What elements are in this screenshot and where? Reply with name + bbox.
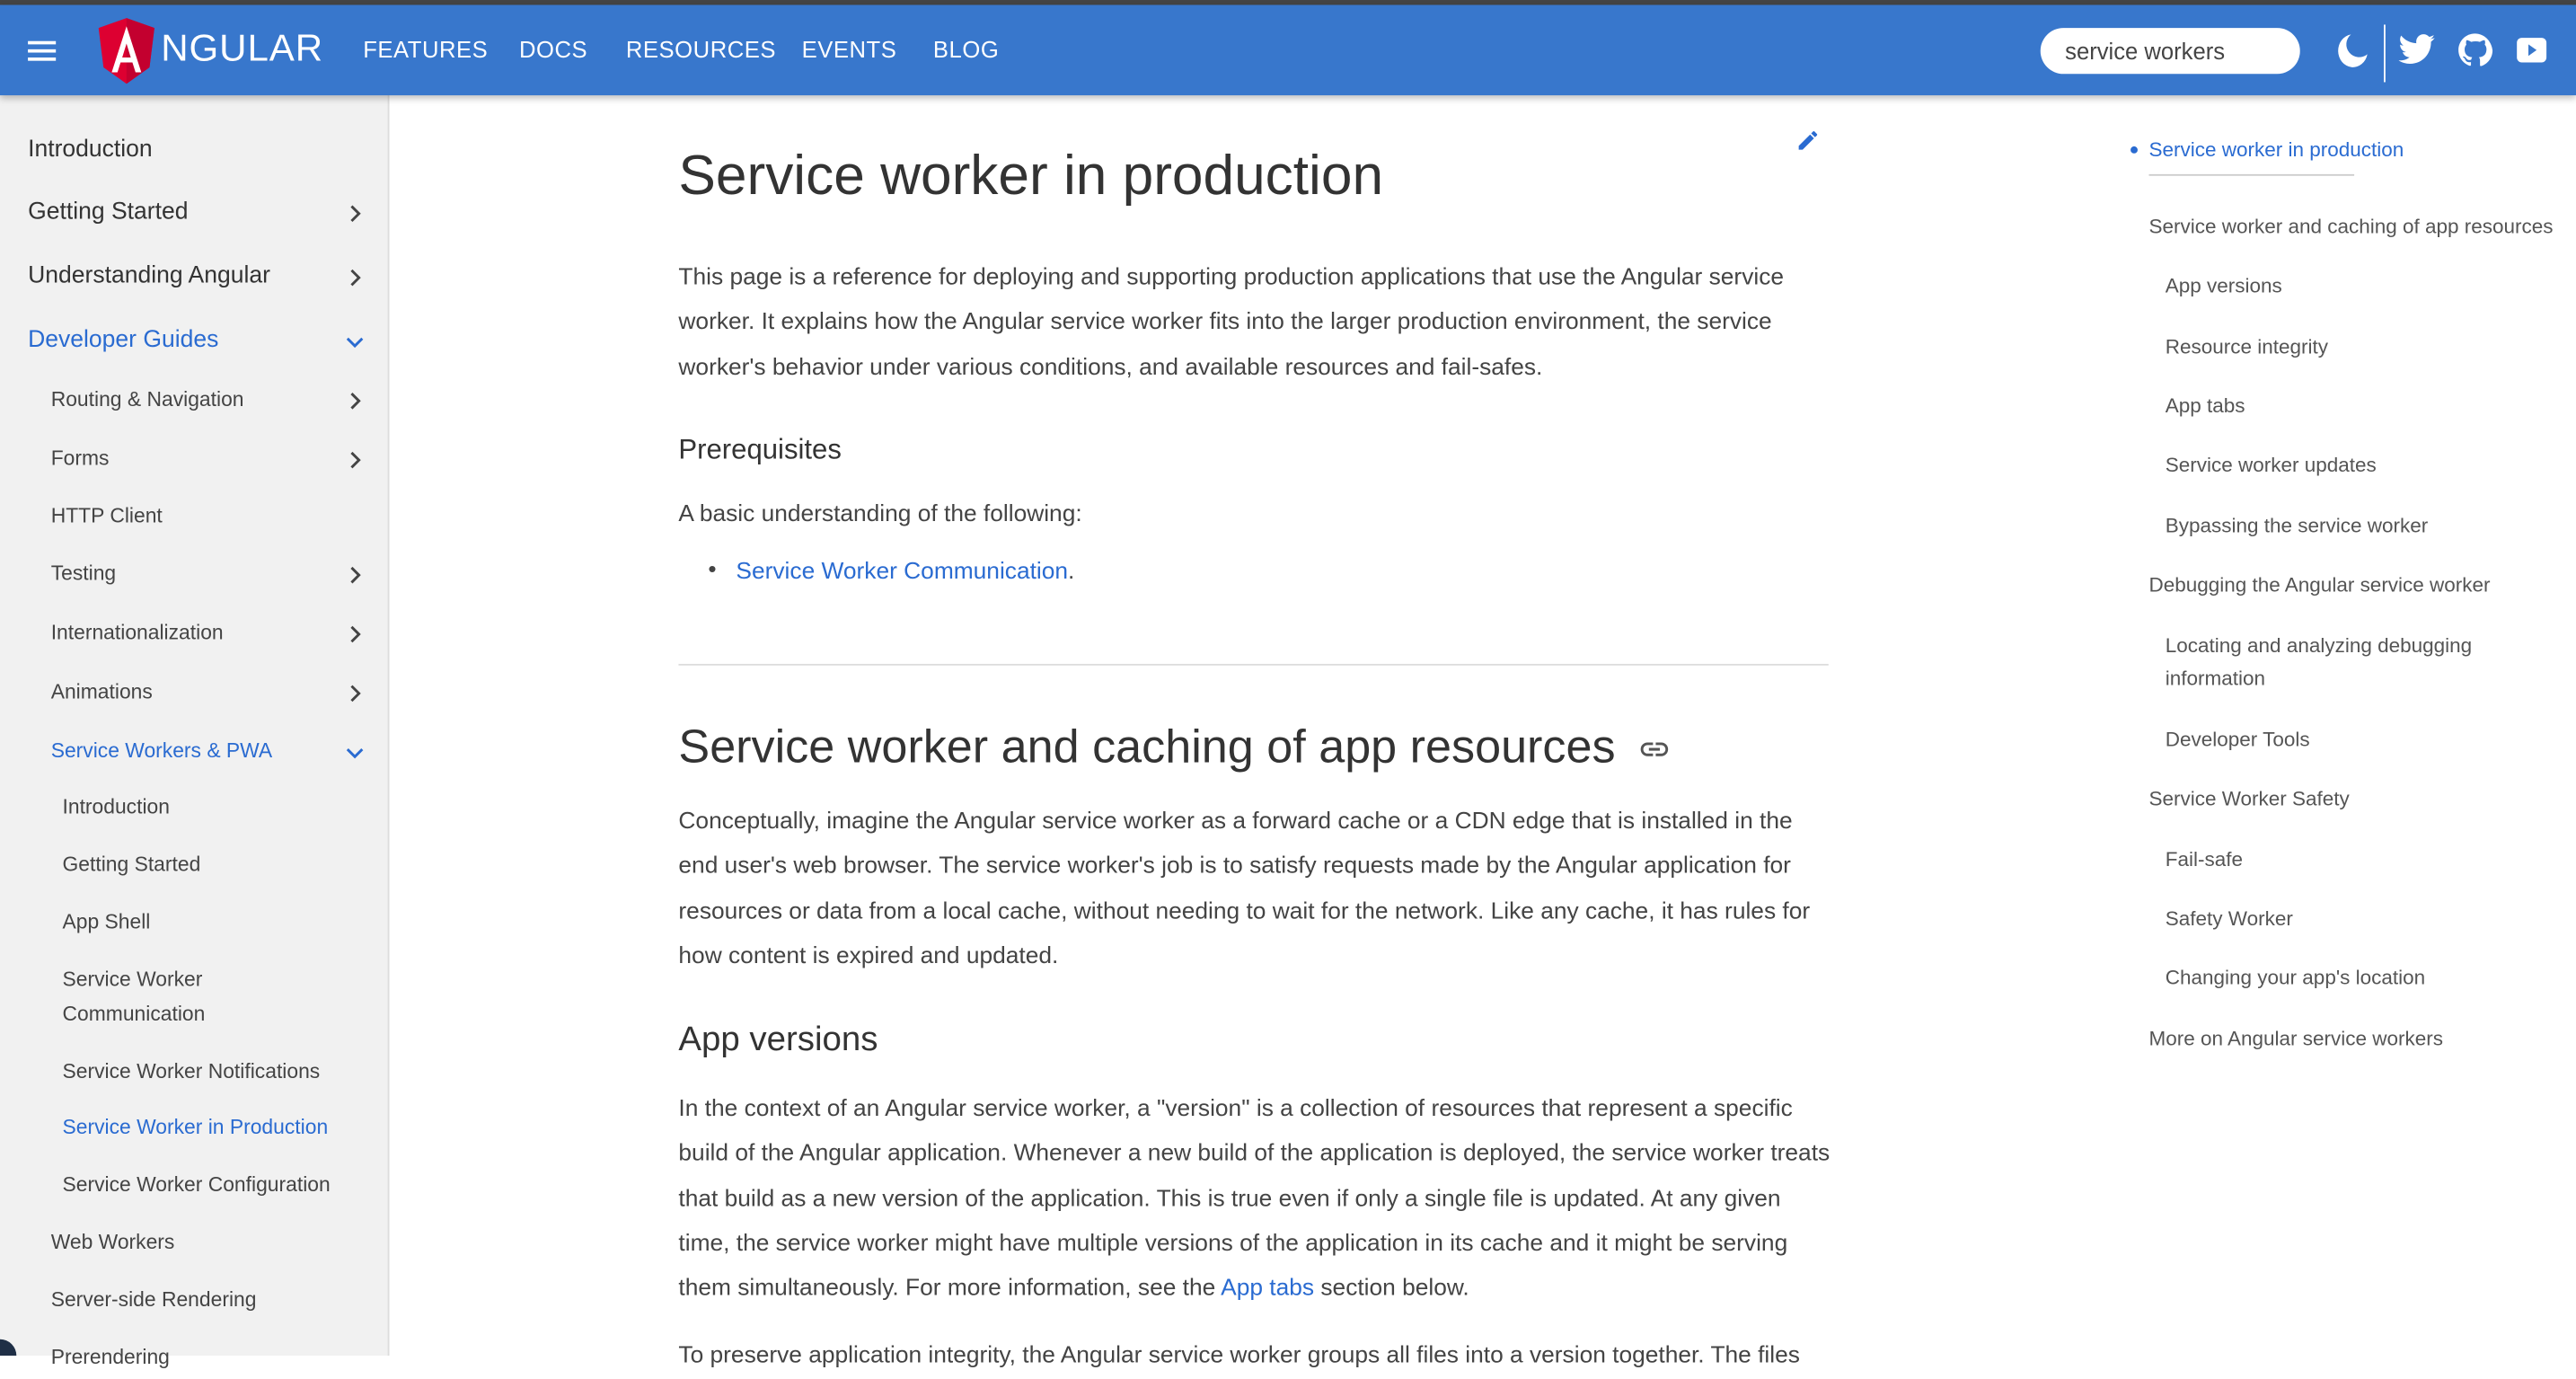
intro-paragraph: This page is a reference for deploying and supporting production applications that use the Angular service worker. It explains how the Angular service worker fits into the larger production environment, the service worker's behavior under various conditions, and available resources and fail-safes. — [678, 264, 1785, 381]
section-heading-caching — [678, 721, 1671, 775]
sidebar-item-sw-getting-started[interactable]: Getting Started — [62, 853, 201, 876]
toc-item[interactable]: Service worker in production — [2148, 137, 2404, 162]
toc-item[interactable]: Fail-safe — [2165, 847, 2244, 871]
sidebar-item-animations[interactable]: Animations — [50, 680, 153, 703]
next-paragraph: To preserve application integrity, the Angular service worker groups all files into a version together. The files — [678, 1342, 1800, 1369]
app-versions-paragraph — [678, 1088, 1837, 1313]
section-divider — [678, 664, 1828, 666]
top-nav-bar — [0, 4, 2576, 95]
toc-item[interactable]: App versions — [2165, 274, 2282, 298]
chevron-right-icon[interactable] — [345, 391, 365, 411]
toc-item[interactable]: Changing your app's location — [2165, 966, 2426, 990]
sidebar-item-prerendering[interactable]: Prerendering — [50, 1346, 170, 1369]
toc-item[interactable]: More on Angular service workers — [2148, 1027, 2443, 1050]
github-icon[interactable] — [2457, 33, 2492, 76]
toc-underline — [2148, 174, 2354, 176]
section-heading-text: Service worker and caching of app resources — [678, 720, 1616, 774]
angular-logo[interactable] — [99, 18, 154, 92]
sidebar-item-understanding-angular[interactable]: Understanding Angular — [28, 262, 270, 289]
header-divider — [2384, 24, 2386, 82]
chevron-right-icon[interactable] — [345, 204, 365, 224]
menu-icon[interactable] — [28, 41, 56, 66]
chevron-right-icon[interactable] — [345, 684, 365, 703]
sidebar-item-sw-communication[interactable]: Service Worker Communication — [62, 968, 206, 1026]
sidebar-item-web-workers[interactable]: Web Workers — [50, 1230, 175, 1254]
chevron-down-icon[interactable] — [345, 331, 365, 351]
period: . — [1068, 558, 1075, 586]
sidebar-item-sw-in-production[interactable]: Service Worker in Production — [62, 1115, 329, 1139]
toc-item[interactable]: Bypassing the service worker — [2165, 514, 2429, 538]
toc-item[interactable]: Service Worker Safety — [2148, 787, 2350, 810]
nav-blog[interactable]: BLOG — [932, 36, 1000, 63]
chevron-right-icon[interactable] — [345, 565, 365, 585]
sidebar-item-sw-notifications[interactable]: Service Worker Notifications — [62, 1059, 321, 1083]
sidebar-item-forms[interactable]: Forms — [50, 446, 110, 471]
edit-pencil-icon[interactable] — [1795, 128, 1820, 153]
sidebar-item-routing[interactable]: Routing & Navigation — [50, 387, 244, 411]
angular-shield-icon — [99, 18, 154, 84]
sidebar-item-service-workers-pwa[interactable]: Service Workers & PWA — [50, 739, 273, 763]
toc-item[interactable]: Locating and analyzing debugging information — [2165, 634, 2473, 691]
toc-item[interactable]: App tabs — [2165, 393, 2245, 418]
nav-docs[interactable]: DOCS — [518, 36, 588, 63]
nav-resources[interactable]: RESOURCES — [625, 36, 777, 63]
caching-paragraph: Conceptually, imagine the Angular service worker as a forward cache or a CDN edge that is installed in the end user's web browser. The service worker's job is to satisfy requests made by the Angular application for resources or data from a local cache, without needing to wait for the network. Like any cache, it has rules for how content is expired and updated. — [678, 808, 1811, 969]
dark-mode-moon-icon[interactable] — [2336, 33, 2369, 77]
page-title: Service worker in production — [678, 144, 1384, 208]
prerequisites-heading: Prerequisites — [678, 433, 842, 465]
link-icon[interactable] — [1638, 740, 1672, 760]
sidebar-item-http-client[interactable]: HTTP Client — [50, 504, 163, 528]
prerequisites-text: A basic understanding of the following: — [678, 500, 1082, 528]
sidebar-item-testing[interactable]: Testing — [50, 561, 117, 586]
toc-item[interactable]: Service worker and caching of app resources — [2148, 215, 2554, 239]
toc-item[interactable]: Debugging the Angular service worker — [2148, 573, 2491, 597]
sidebar-item-sw-introduction[interactable]: Introduction — [62, 795, 170, 818]
chevron-right-icon[interactable] — [345, 450, 365, 470]
page: NGULAR FEATURES DOCS RESOURCES EVENTS BLOG service workers Introduction Getting Started Understanding Angular Developer Guides Routing & Navigation Forms HTTP Client Testing Internationalization Animations Service Workers & PWA Introduction Getting Started App Shell Service Worker Communication Service Worker Notifications Service Worker in Production Service Worker Configuration Web Workers Server-side Rendering Prerendering Service worker in production This page is a reference for deploying and supporting production applications that use the Angular service worker. It explains how the Angular service worker fits into the larger production environment, the service worker's behavior under various conditions, and available resources and fail-safes. Prerequisites A basic understanding of the following: • Service Worker Communication. Service worker and caching of app resources Conceptually, imagine the Angular service worker as a forward cache or a CDN edge that is installed in the end user's web browser. The service worker's job is to satisfy requests made by the Angular application for resources or data from a local cache, without needing to wait for the network. Like any cache, it has rules for how content is expired and updated. App versions In the context of an Angular service worker, a "version" is a collection of resources that represent a specific build of the Angular application. Whenever a new build of the application is deployed, the service worker treats that build as a new version of the application. This is true even if only a single file is updated. At any given time, the service worker might have multiple versions of the application in its cache and it might be serving them simultaneously. For more information, see the App tabs section below. To preserve application integrity, the Angular service worker groups all files into a version together. The files ● Service worker in production Service worker and caching of app resources App versions Resource integrity App tabs Service worker updates Bypassing the service worker Debugging the Angular service worker Locating and analyzing debugging information Developer Tools Service Worker Safety Fail-safe Safety Worker Changing your app's location More on Angular service workers — [0, 0, 2576, 1355]
chevron-down-icon[interactable] — [345, 743, 365, 763]
toc-item[interactable]: Safety Worker — [2165, 906, 2293, 931]
toc-item[interactable]: Developer Tools — [2165, 728, 2310, 751]
app-versions-text: In the context of an Angular service worker, a "version" is a collection of resources that represent a specific build of the Angular application. Whenever a new build of the application is deployed, the service worker treats that build as a new version of the application. This is true even if only a single file is updated. At any given time, the service worker might have multiple versions of the application in its cache and it might be serving them simultaneously. For more information, see the — [678, 1096, 1831, 1302]
toc-item[interactable]: Service worker updates — [2165, 453, 2377, 477]
nav-features[interactable]: FEATURES — [363, 36, 489, 63]
active-bullet-icon: ● — [2129, 141, 2139, 160]
youtube-icon[interactable] — [2517, 38, 2546, 71]
sidebar-nav — [0, 95, 389, 1369]
chevron-right-icon[interactable] — [345, 624, 365, 644]
sidebar-item-i18n[interactable]: Internationalization — [50, 621, 224, 645]
chevron-right-icon[interactable] — [345, 268, 365, 287]
sw-communication-link[interactable]: Service Worker Communication — [736, 558, 1069, 586]
app-versions-text-end: section below. — [1314, 1275, 1469, 1302]
sidebar-item-app-shell[interactable]: App Shell — [62, 910, 151, 933]
sidebar-item-getting-started[interactable]: Getting Started — [28, 199, 189, 225]
sidebar-item-sw-configuration[interactable]: Service Worker Configuration — [62, 1172, 331, 1197]
nav-events[interactable]: EVENTS — [801, 36, 897, 63]
sidebar-item-developer-guides[interactable]: Developer Guides — [28, 326, 219, 354]
search-input[interactable] — [2041, 28, 2300, 74]
logo-wordmark[interactable]: NGULAR — [161, 26, 324, 69]
toc-item[interactable]: Resource integrity — [2165, 335, 2329, 358]
app-tabs-link[interactable]: App tabs — [1221, 1275, 1315, 1302]
sidebar-item-introduction[interactable]: Introduction — [28, 136, 153, 164]
section-heading-app-versions: App versions — [678, 1020, 878, 1058]
twitter-icon[interactable] — [2398, 33, 2434, 75]
sidebar-item-ssr[interactable]: Server-side Rendering — [50, 1288, 257, 1312]
